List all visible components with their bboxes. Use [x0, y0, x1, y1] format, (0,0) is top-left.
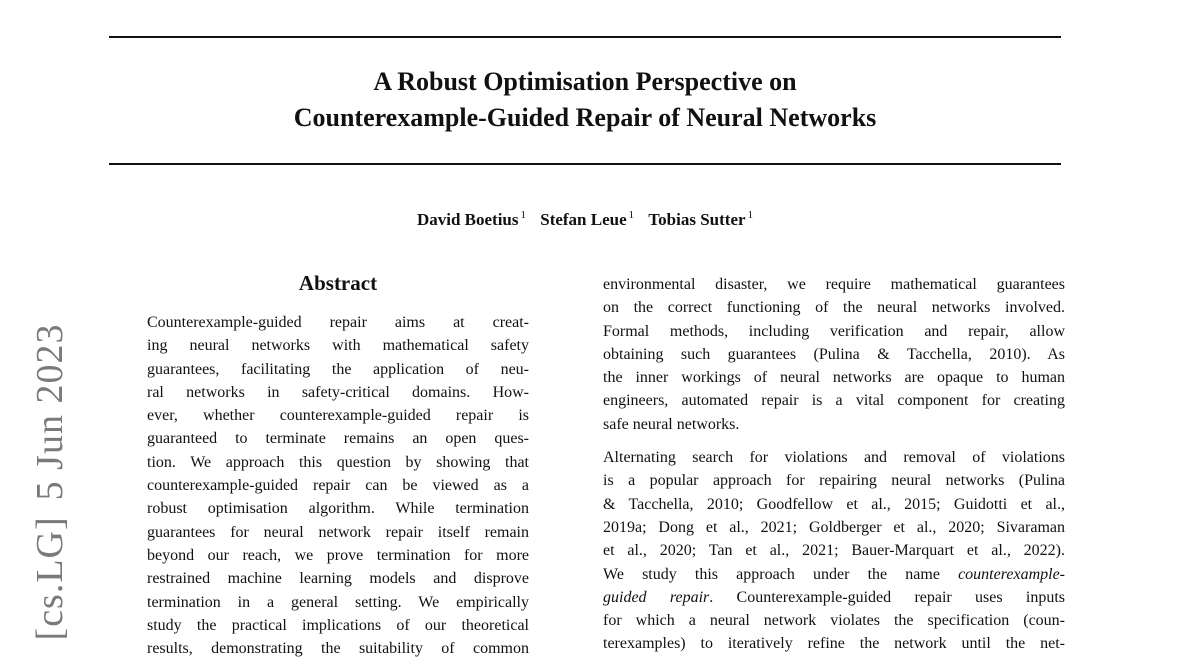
intro-line: Alternating search for violations and removal of violations: [603, 449, 1065, 467]
author-name: Tobias Sutter: [648, 210, 746, 229]
intro-line: the inner workings of neural networks are opaque to human: [603, 369, 1065, 387]
intro-text: . Counterexample-guided repair uses inputs: [709, 588, 1066, 606]
intro-line: et al., 2020; Tan et al., 2021; Bauer-Marquart et al., 2022).: [603, 542, 1065, 560]
abstract-line: robust optimisation algorithm. While termination: [147, 500, 529, 518]
abstract-line: tion. We approach this question by showing that: [147, 453, 529, 471]
italic-term: counterexample-: [958, 565, 1065, 583]
abstract-line: ing neural networks with mathematical safety: [147, 337, 529, 355]
intro-line: engineers, automated repair is a vital component for creating: [603, 392, 1065, 410]
abstract-heading: Abstract: [298, 271, 378, 295]
intro-line: on the correct functioning of the neural networks involved.: [603, 299, 1065, 317]
intro-text: We study this approach under the name: [603, 565, 959, 583]
intro-paragraph-1: [603, 273, 1065, 436]
italic-term: guided repair: [603, 588, 710, 606]
author-name: Stefan Leue: [540, 210, 627, 229]
abstract-line: study the practical implications of our theoretical: [147, 616, 529, 634]
title-line-1: A Robust Optimisation Perspective on: [373, 67, 797, 96]
intro-line: [603, 563, 1065, 586]
intro-line: safe neural networks.: [603, 415, 740, 433]
intro-line: Formal methods, including verification and repair, allow: [603, 322, 1065, 340]
abstract-line: counterexample-guided repair can be viewed as a: [147, 477, 529, 495]
abstract-line: guarantees for neural network repair itself remain: [147, 523, 529, 541]
author-affiliation-mark: 1: [747, 209, 754, 222]
abstract-line: termination in a general setting. We empirically: [147, 593, 529, 611]
abstract-line: results, demonstrating the suitability of common: [147, 640, 529, 658]
abstract-line: beyond our reach, we prove termination for more: [147, 546, 529, 564]
abstract-line: ever, whether counterexample-guided repair is: [147, 407, 529, 425]
intro-paragraph-2: [603, 446, 1065, 656]
author-affiliation-mark: 1: [520, 209, 526, 222]
intro-line: & Tacchella, 2010; Goodfellow et al., 2015; Guidotti et al.,: [603, 495, 1065, 513]
arxiv-date: 5 Jun 2023: [29, 323, 71, 501]
author-list: [109, 209, 1061, 231]
abstract-line: restrained machine learning models and disprove: [147, 570, 529, 588]
intro-line: obtaining such guarantees (Pulina & Tacchella, 2010). As: [603, 345, 1065, 363]
title-bottom-rule: [109, 163, 1061, 165]
paper-title: [109, 64, 1061, 136]
abstract-line: Counterexample-guided repair aims at creat-: [147, 314, 529, 331]
abstract-line: ral networks in safety-critical domains. How-: [147, 383, 529, 401]
intro-line: is a popular approach for repairing neural networks (Pulina: [603, 472, 1065, 490]
abstract-body: [147, 311, 529, 660]
intro-line: terexamples) to iteratively refine the network until the net-: [603, 635, 1065, 653]
title-top-rule: [109, 36, 1061, 38]
introduction-column: [603, 273, 1065, 656]
title-line-2: Counterexample-Guided Repair of Neural Networks: [293, 103, 877, 132]
intro-line: 2019a; Dong et al., 2021; Goldberger et al., 2020; Sivaraman: [603, 518, 1065, 536]
author-leue: [540, 209, 634, 231]
author-boetius: [417, 209, 526, 231]
author-name: David Boetius: [416, 210, 519, 229]
arxiv-category: [cs.LG]: [29, 516, 71, 641]
intro-line: [603, 586, 1065, 609]
author-affiliation-mark: 1: [628, 209, 635, 222]
intro-line: environmental disaster, we require mathematical guarantees: [603, 276, 1065, 293]
intro-line: for which a neural network violates the specification (coun-: [603, 612, 1065, 630]
abstract-line: guaranteed to terminate remains an open ques-: [147, 430, 529, 448]
arxiv-side-stamp: [28, 324, 72, 641]
abstract-line: guarantees, facilitating the application of neu-: [147, 360, 529, 378]
author-sutter: [648, 209, 753, 231]
